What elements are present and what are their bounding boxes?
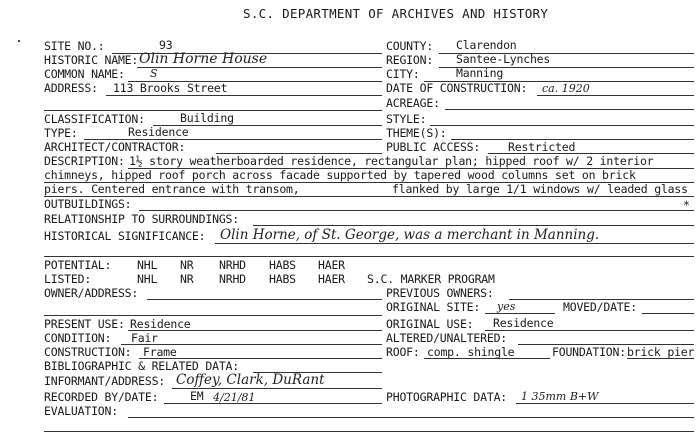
altered-label: ALTERED/UNALTERED: <box>386 331 508 345</box>
significance-line <box>215 243 694 244</box>
condition-value: Fair <box>131 331 158 345</box>
outbuildings-mark: * <box>683 198 690 212</box>
city-label: CITY: <box>386 67 420 81</box>
listed-nhl: NHL <box>137 272 158 286</box>
region-label: REGION: <box>386 53 434 67</box>
separator-line <box>44 110 382 111</box>
description-line-3a: piers. Centered entrance with transom, <box>44 182 300 196</box>
style-label: STYLE: <box>386 112 427 126</box>
listed-habs: HABS <box>269 272 296 286</box>
historic-name-line <box>137 67 382 68</box>
potential-nrhd: NRHD <box>219 258 246 272</box>
description-label: DESCRIPTION: <box>44 154 125 168</box>
listed-label: LISTED: <box>44 272 92 286</box>
informant-value: Coffey, Clark, DuRant <box>176 372 325 388</box>
original-use-line <box>485 330 694 331</box>
public-access-label: PUBLIC ACCESS: <box>386 140 481 154</box>
county-label: COUNTY: <box>386 39 434 53</box>
date-construction-value: ca. 1920 <box>542 82 590 95</box>
region-value: Santee-Lynches <box>456 52 551 66</box>
style-line <box>430 125 694 126</box>
original-site-label: ORIGINAL SITE: <box>386 300 481 314</box>
form-title: S.C. DEPARTMENT OF ARCHIVES AND HISTORY <box>243 6 549 21</box>
significance-value: Olin Horne, of St. George, was a merchant in Manning. <box>220 227 600 243</box>
potential-habs: HABS <box>269 258 296 272</box>
date-construction-label: DATE OF CONSTRUCTION: <box>386 81 528 95</box>
historic-name-label: HISTORIC NAME: <box>44 53 139 67</box>
city-value: Manning <box>456 66 504 80</box>
marker-program-label: S.C. MARKER PROGRAM <box>367 272 495 286</box>
recorded-line <box>164 403 382 404</box>
section-divider <box>44 256 694 257</box>
historic-name-value: Olin Horne House <box>139 51 268 67</box>
photographic-label: PHOTOGRAPHIC DATA: <box>386 390 508 404</box>
potential-nhl: NHL <box>137 258 158 272</box>
potential-haer: HAER <box>318 258 345 272</box>
original-site-line <box>485 313 555 314</box>
moved-date-label: MOVED/DATE: <box>563 300 637 314</box>
relationship-label: RELATIONSHIP TO SURROUNDINGS: <box>44 212 239 226</box>
common-name-label: COMMON NAME: <box>44 67 125 81</box>
acreage-line <box>445 109 694 110</box>
classification-label: CLASSIFICATION: <box>44 112 145 126</box>
county-value: Clarendon <box>456 38 517 52</box>
listed-nr: NR <box>180 272 194 286</box>
foundation-line <box>627 358 694 359</box>
informant-label: INFORMANT/ADDRESS: <box>44 374 166 388</box>
roof-label: ROOF: <box>386 345 420 359</box>
architect-label: ARCHITECT/CONTRACTOR: <box>44 140 186 154</box>
photographic-line <box>516 403 694 404</box>
photographic-value: 1 35mm B+W <box>521 390 599 403</box>
description-line-1: 1½ story weatherboarded residence, rectangular plan; hipped roof w/ 2 interior <box>129 154 654 168</box>
significance-label: HISTORICAL SIGNIFICANCE: <box>44 229 206 243</box>
listed-haer: HAER <box>318 272 345 286</box>
description-underline-3 <box>44 196 694 197</box>
date-construction-line <box>537 95 694 96</box>
recorded-date: 4/21/81 <box>213 391 256 404</box>
construction-value: Frame <box>143 345 177 359</box>
present-use-value: Residence <box>130 317 191 331</box>
foundation-value: brick pier <box>627 345 695 359</box>
recorded-label: RECORDED BY/DATE: <box>44 390 159 404</box>
potential-nr: NR <box>180 258 194 272</box>
evaluation-line-2 <box>44 431 694 432</box>
address-line <box>106 95 382 96</box>
original-site-value: yes <box>497 300 516 313</box>
themes-label: THEME(S): <box>386 126 447 140</box>
outbuildings-line <box>139 210 694 211</box>
stray-mark <box>18 40 20 42</box>
present-use-label: PRESENT USE: <box>44 317 125 331</box>
original-use-label: ORIGINAL USE: <box>386 317 474 331</box>
classification-value: Building <box>180 111 234 125</box>
present-use-line <box>128 330 382 331</box>
site-no-label: SITE NO.: <box>44 39 105 53</box>
condition-label: CONDITION: <box>44 331 112 345</box>
description-line-2: chimneys, hipped roof porch across facade supported by tapered wood columns set on brick <box>44 168 636 182</box>
listed-nrhd: NRHD <box>219 272 246 286</box>
owner-address-line <box>147 299 382 300</box>
outbuildings-label: OUTBUILDINGS: <box>44 197 132 211</box>
address-label: ADDRESS: <box>44 81 98 95</box>
acreage-label: ACREAGE: <box>386 96 440 110</box>
relationship-line <box>253 225 694 226</box>
roof-line <box>424 358 550 359</box>
potential-label: POTENTIAL: <box>44 258 112 272</box>
evaluation-line <box>128 417 694 418</box>
description-line-3b: flanked by large 1/1 windows w/ leaded glass <box>392 182 688 196</box>
type-value: Residence <box>128 125 189 139</box>
owner-address-label: OWNER/ADDRESS: <box>44 286 139 300</box>
evaluation-label: EVALUATION: <box>44 404 118 418</box>
type-label: TYPE: <box>44 126 78 140</box>
foundation-label: FOUNDATION: <box>552 345 626 359</box>
site-no-value: 93 <box>159 38 173 52</box>
moved-date-line <box>642 313 694 314</box>
previous-owners-label: PREVIOUS OWNERS: <box>386 286 494 300</box>
roof-value: comp. shingle <box>427 345 515 359</box>
informant-line <box>172 388 382 389</box>
bibliographic-label: BIBLIOGRAPHIC & RELATED DATA: <box>44 359 239 373</box>
recorded-by: EM <box>190 389 204 403</box>
owner-divider <box>44 315 382 316</box>
public-access-value: Restricted <box>508 140 576 154</box>
common-name-value: S <box>150 67 158 80</box>
construction-label: CONSTRUCTION: <box>44 345 132 359</box>
original-use-value: Residence <box>493 316 554 330</box>
address-value: 113 Brooks Street <box>113 81 228 95</box>
